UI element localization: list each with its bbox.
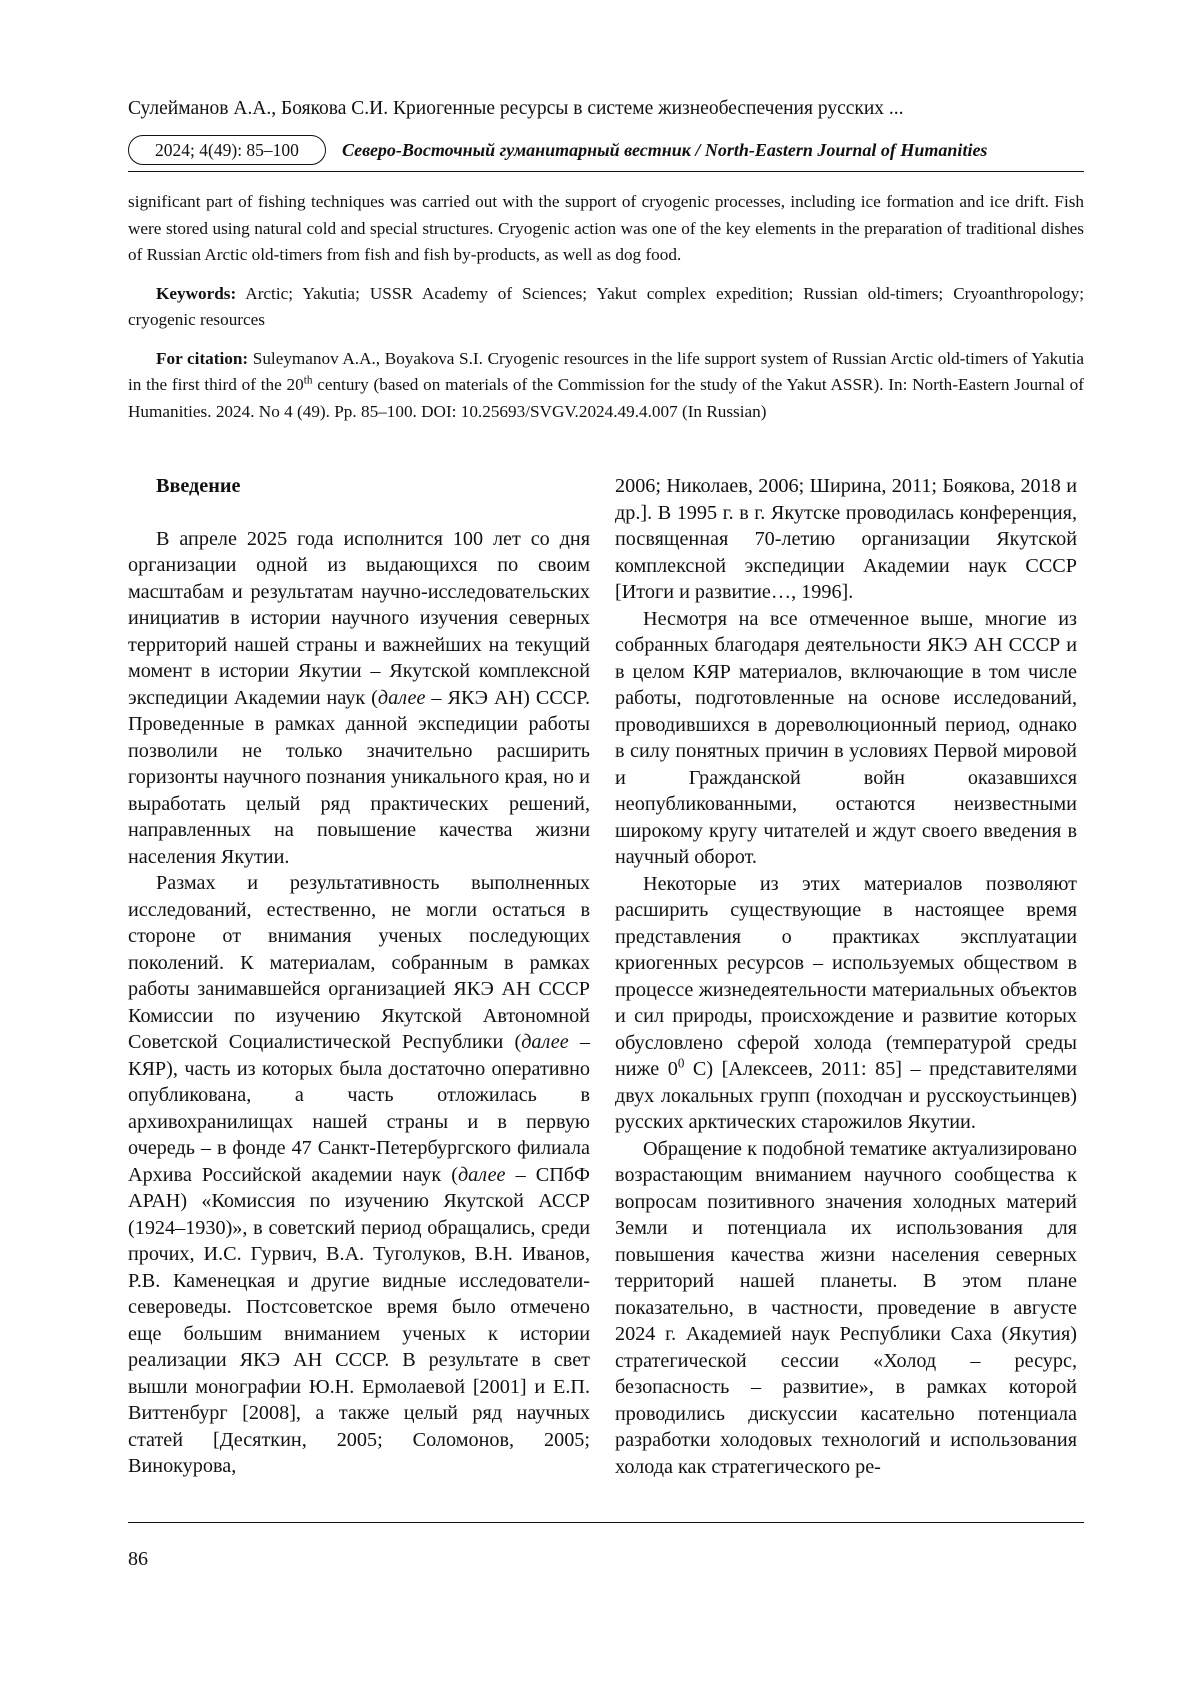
citation-text-2: century (based on materials of the Commission for the study of the Yakut ASSR). In: North-Eastern Journal of Humanities. 2024. No 4 (49). Pp. 85–100. DOI: 10.25693/SVGV.2024.49.4.007 (In Russian) [128, 375, 1084, 421]
paragraph-text: В апреле 2025 года исполнится 100 лет со дня организации одной из выдающихся по своим масштабам и результатам научно-исследовательских инициатив в истории научного изучения северных территорий нашей страны и важнейших на текущий момент в истории Якутии – Якутской комплексной экспедиции Академии наук ( [128, 527, 590, 709]
citation [128, 346, 1084, 426]
issue-badge: 2024; 4(49): 85–100 [128, 135, 326, 165]
journal-line [128, 135, 1084, 167]
paragraph-text: – ЯКЭ АН) СССР. Проведенные в рамках данной экспедиции работы позволили не только значительно расширить горизонты научного познания уникального края, но и выработать целый ряд практических решений, направленных на повышение качества жизни населения Якутии. [128, 686, 590, 868]
page-number: 86 [128, 1548, 148, 1570]
paragraph-text: Размах и результативность выполненных исследований, естественно, не могли остаться в стороне от внимания ученых последующих поколений. К материалам, собранным в рамках работы занимавшейся организацией ЯКЭ АН СССР Комиссии по изучению Якутской Автономной Советской Социалистической Республики ( [128, 872, 590, 1053]
paragraph [128, 526, 590, 871]
left-column [128, 473, 590, 1480]
paragraph [128, 870, 590, 1480]
italic-term: далее [457, 1163, 506, 1186]
running-title: Сулейманов А.А., Боякова С.И. Криогенные ресурсы в системе жизнеобеспечения русских ... [128, 98, 904, 119]
paragraph [615, 871, 1077, 1136]
header-divider [128, 171, 1084, 172]
paragraph: Несмотря на все отмеченное выше, многие из собранных благодаря деятельности ЯКЭ АН СССР и в целом КЯР материалов, включающие в том числе работы, подготовленные на основе исследований, проводившихся в дореволюционный период, однако в силу понятных причин в условиях Первой мировой и Гражданской войн оказавшихся неопубликованными, остаются неизвестными широкому кругу читателей и ждут своего введения в научный оборот. [615, 607, 1077, 868]
degree-superscript: 0 [677, 1055, 685, 1071]
citation-superscript: th [303, 374, 313, 387]
keywords-label: Keywords: [156, 283, 237, 303]
italic-term: далее [521, 1031, 569, 1053]
paragraph-continued: 2006; Николаев, 2006; Ширина, 2011; Боякова, 2018 и др.]. В 1995 г. в г. Якутске проводилась конференция, посвященная 70-летию организации Якутской комплексной экспедиции Академии наук СССР [Итоги и развитие…, 1996]. [615, 475, 1077, 603]
abstract-text: significant part of fishing techniques was carried out with the support of cryogenic processes, including ice formation and ice drift. Fish were stored using natural cold and special structures. Cryogenic action was one of the key elements in the preparation of traditional dishes of Russian Arctic old-timers from fish and fish by-products, as well as dog food. [128, 192, 1084, 264]
italic-term: далее [377, 686, 426, 709]
english-abstract [128, 189, 1084, 425]
paragraph: Обращение к подобной тематике актуализировано возрастающим вниманием научного сообщества к вопросам позитивного значения холодных материй Земли и потенциала их использования для повышения качества жизни населения северных территорий нашей планеты. В этом плане показательно, в частности, проведение в августе 2024 г. Академией наук Республики Саха (Якутия) стратегической сессии «Холод – ресурс, безопасность – развитие», в рамках которой проводились дискуссии касательно потенциала разработки холодовых технологий и использования холода как стратегического ре- [615, 1137, 1077, 1478]
section-heading: Введение [156, 475, 241, 497]
paragraph-text: – СПбФ АРАН) «Комиссия по изучению Якутской АССР (1924–1930)», в советский период обращались, среди прочих, И.С. Гурвич, В.А. Туголуков, В.Н. Иванов, Р.В. Каменецкая и другие видные исследователи-североведы. Постсоветское время было отмечено еще большим вниманием ученых к истории реализации ЯКЭ АН СССР. В результате в свет вышли монографии Ю.Н. Ермолаевой [2001] и Е.П. Виттенбург [2008], а также целый ряд научных статей [Десяткин, 2005; Соломонов, 2005; Винокурова, [128, 1163, 590, 1477]
journal-title: Северо-Восточный гуманитарный вестник / North-Eastern Journal of Humanities [342, 140, 988, 160]
keywords-text: Arctic; Yakutia; USSR Academy of Sciences; Yakut complex expedition; Russian old-timers; Cryoanthropology; cryogenic resources [128, 283, 1084, 329]
right-column [615, 473, 1077, 1480]
footer-divider [128, 1522, 1084, 1523]
paragraph-text: – КЯР), часть из которых была достаточно оперативно опубликована, а часть отложилась в архивохранилищах нашей страны и в первую очередь – в фонде 47 Санкт-Петербургского филиала Архива Российской академии наук ( [128, 1031, 590, 1186]
paragraph-text: С) [Алексеев, 2011: 85] – представителями двух локальных групп (походчан и русскоустьинцев) русских арктических старожилов Якутии. [615, 1058, 1078, 1133]
keywords [128, 281, 1084, 334]
citation-text-1: Suleymanov A.A., Boyakova S.I. Cryogenic resources in the life support system of Russian Arctic old-timers of Yakutia in the first third of the 20 [128, 348, 1084, 394]
paragraph-text: Некоторые из этих материалов позволяют расширить существующие в настоящее время представления о практиках эксплуатации криогенных ресурсов – используемых обществом в процессе жизнедеятельности материальных объектов и сил природы, происхождение и развитие которых обусловлено сферой холода (температурой среды ниже 0 [615, 872, 1077, 1080]
citation-label: For citation: [156, 348, 249, 368]
